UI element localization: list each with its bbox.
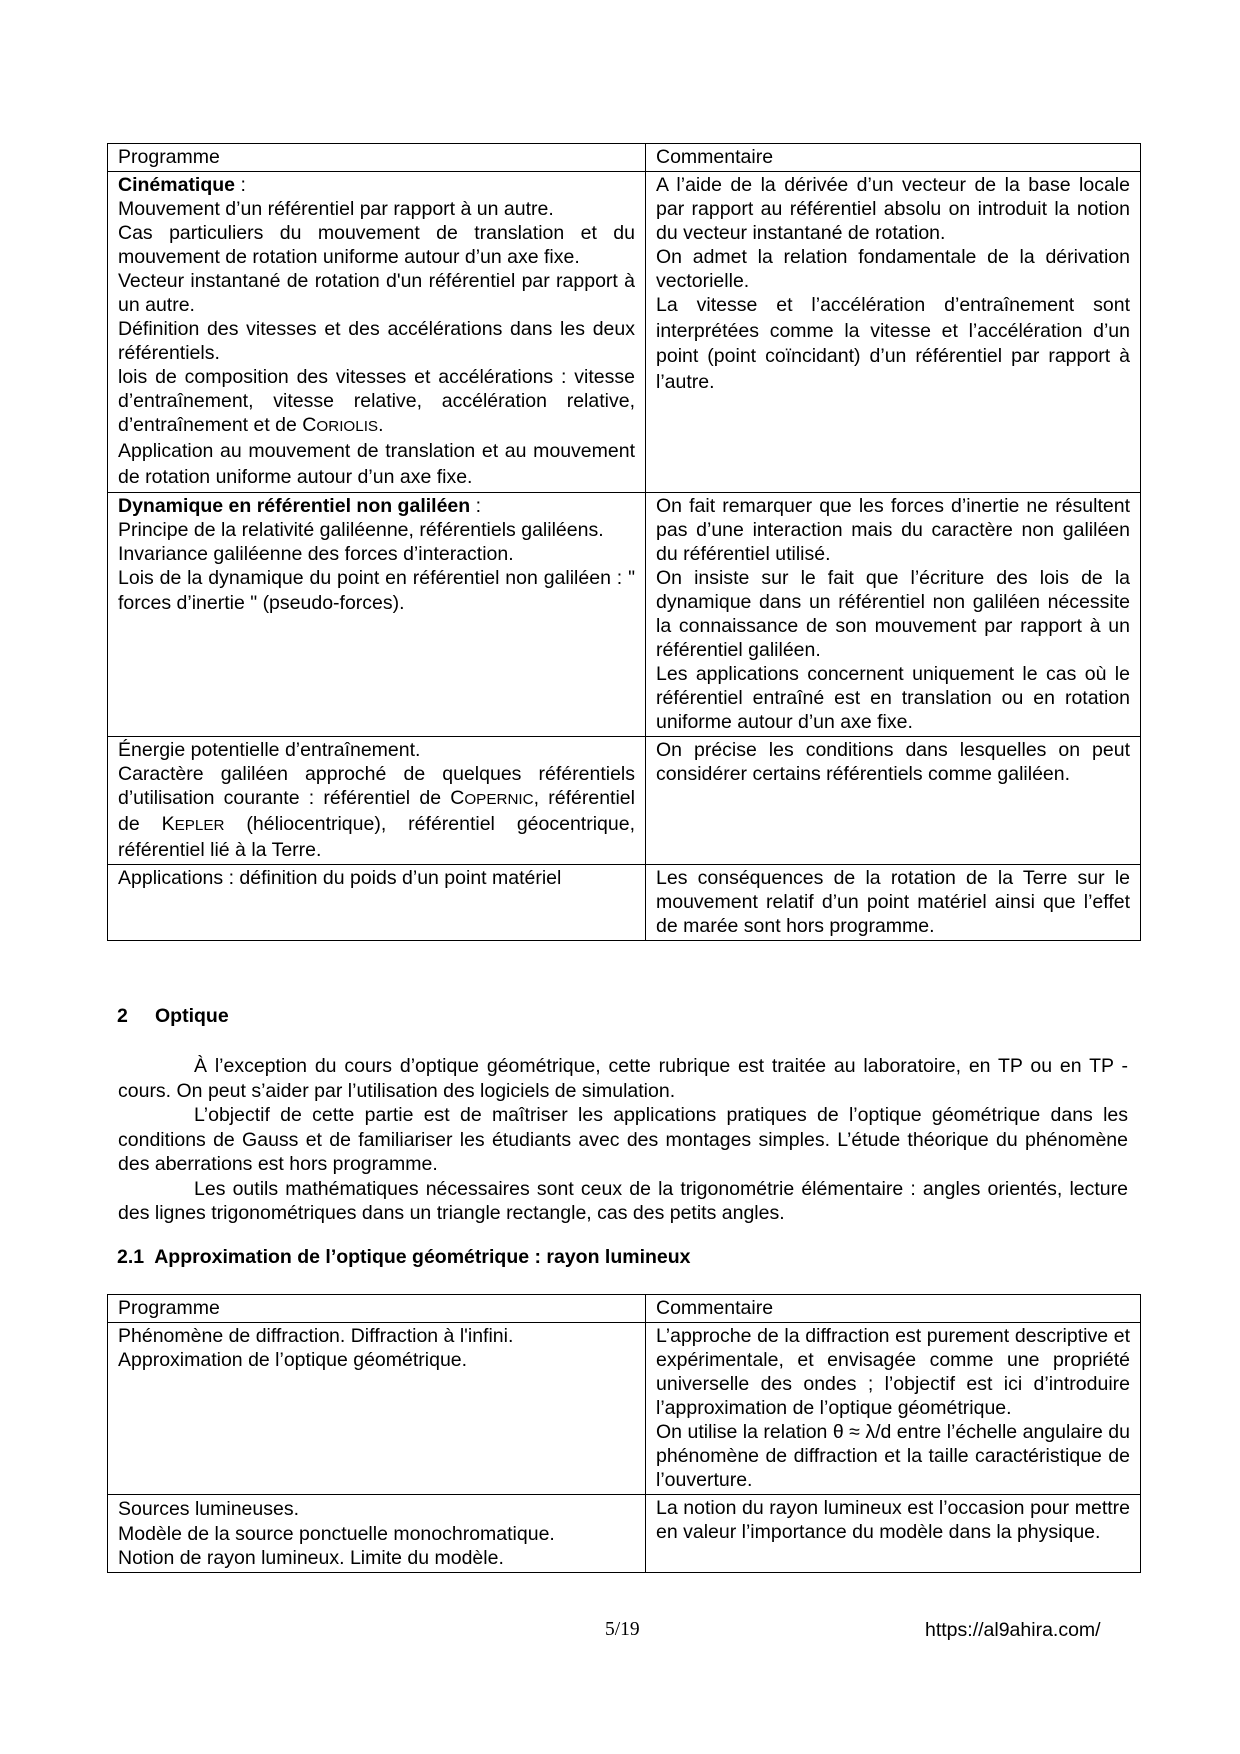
header-programme: Programme — [108, 1295, 646, 1323]
programme-line: Invariance galiléenne des forces d’interaction. — [118, 543, 514, 565]
name-small-caps: OPERNIC — [464, 791, 534, 808]
footer-url: https://al9ahira.com/ — [925, 1619, 1101, 1641]
name-initial: C — [450, 787, 465, 809]
programme-line: Lois de la dynamique du point en référentiel non galiléen : " forces d’inertie " (pseudo-forces). — [118, 567, 635, 614]
programme-cell — [108, 737, 646, 865]
programme-line: Modèle de la source ponctuelle monochromatique. — [118, 1523, 555, 1545]
comment-line: On précise les conditions dans lesquelles on peut considérer certains référentiels comme galiléen. — [656, 739, 1130, 785]
table-row — [108, 1495, 1141, 1573]
program-table-mechanics — [107, 143, 1141, 941]
comment-line: La vitesse et l’accélération d’entraînement sont interprétées comme la vitesse et l’accélération d’un point (point coïncidant) d’un référentiel par rapport à l’autre. — [656, 294, 1130, 393]
commentaire-cell — [646, 493, 1141, 737]
programme-line: Application au mouvement de translation et au mouvement de rotation uniforme autour d’un axe fixe. — [118, 440, 635, 488]
programme-cell — [108, 172, 646, 493]
programme-line: Notion de rayon lumineux. Limite du modèle. — [118, 1547, 504, 1569]
table-header-row — [108, 144, 1141, 172]
punctuation: . — [378, 414, 384, 436]
commentaire-cell — [646, 1495, 1141, 1573]
comment-line: On insiste sur le fait que l’écriture des lois de la dynamique dans un référentiel non galiléen nécessite la connaissance de son mouvement par rapport à un référentiel galiléen. — [656, 567, 1130, 661]
programme-line — [118, 762, 635, 862]
paragraph: Les outils mathématiques nécessaires sont ceux de la trigonométrie élémentaire : angles orientés, lecture des lignes trigonométriques dans un triangle rectangle, cas des petits angles. — [118, 1177, 1128, 1224]
name-small-caps: EPLER — [174, 817, 225, 834]
section-number: 2 — [117, 1005, 128, 1027]
comment-line: A l’aide de la dérivée d’un vecteur de la base locale par rapport au référentiel absolu on introduit la notion du vecteur instantané de rotation. — [656, 174, 1130, 244]
paragraph: À l’exception du cours d’optique géométrique, cette rubrique est traitée au laboratoire, en TP ou en TP - cours. On peut s’aider par l’utilisation des logiciels de simulation. — [118, 1055, 1128, 1102]
row-heading — [118, 494, 635, 518]
comment-line: La notion du rayon lumineux est l’occasion pour mettre en valeur l’importance du modèle dans la physique. — [656, 1497, 1130, 1543]
programme-line: Phénomène de diffraction. Diffraction à l'infini. — [118, 1325, 514, 1347]
table-row — [108, 493, 1141, 737]
comment-line: On admet la relation fondamentale de la dérivation vectorielle. — [656, 246, 1130, 292]
comment-line: L’approche de la diffraction est purement descriptive et expérimentale, et envisagée comme une propriété universelle des ondes ; l’objectif est ici d’introduire l’approximation de l’optique géométrique. — [656, 1325, 1130, 1419]
programme-line: Définition des vitesses et des accélérations dans les deux référentiels. — [118, 318, 635, 364]
paragraph: L’objectif de cette partie est de maîtriser les applications pratiques de l’optique géométrique dans les conditions de Gauss et de familiariser les étudiants avec des montages simples. L’étude théorique du phénomène des aberrations est hors programme. — [118, 1104, 1128, 1175]
program-table-optics — [107, 1294, 1141, 1573]
section-title: Optique — [155, 1005, 229, 1027]
row-title-suffix: : — [235, 174, 246, 196]
name-initial: K — [161, 813, 175, 835]
programme-cell — [108, 1323, 646, 1495]
row-title: Dynamique en référentiel non galiléen — [118, 495, 471, 517]
row-title: Cinématique — [118, 174, 236, 196]
row-heading — [118, 173, 635, 197]
programme-cell — [108, 493, 646, 737]
programme-cell — [108, 865, 646, 941]
row-title-suffix: : — [470, 495, 482, 517]
page-number: 5/19 — [605, 1619, 640, 1640]
section-intro — [118, 1054, 1128, 1226]
programme-text: Caractère galiléen approché de quelques référentiels d’utilisation courante : référentiel de — [118, 763, 635, 809]
table-row — [108, 172, 1141, 493]
programme-line — [118, 365, 635, 439]
comment-line: Les applications concernent uniquement le cas où le référentiel entraîné est en translation ou en rotation uniforme autour d’un axe fixe. — [656, 663, 1130, 733]
programme-text: (héliocentrique), référentiel géocentrique, référentiel lié à la Terre. — [118, 813, 635, 861]
programme-text: , référentiel de — [118, 787, 635, 835]
programme-line: Sources lumineuses. — [118, 1498, 300, 1520]
programme-text: lois de composition des vitesses et accélérations : vitesse d’entraînement, vitesse relative, accélération relative, d’entraînement et de — [118, 366, 635, 436]
comment-line: Les conséquences de la rotation de la Terre sur le mouvement relatif d’un point matériel ainsi que l’effet de marée sont hors programme. — [656, 867, 1130, 937]
section-heading-optique — [117, 1005, 229, 1028]
programme-line: Principe de la relativité galiléenne, référentiels galiléens. — [118, 519, 604, 541]
programme-line: Applications : définition du poids d’un point matériel — [118, 867, 562, 889]
comment-line: On fait remarquer que les forces d’inertie ne résultent pas d’une interaction mais du caractère non galiléen du référentiel utilisé. — [656, 495, 1130, 565]
table-row — [108, 865, 1141, 941]
table-header-row — [108, 1295, 1141, 1323]
programme-line: Vecteur instantané de rotation d'un référentiel par rapport à un autre. — [118, 270, 635, 316]
programme-line: Cas particuliers du mouvement de translation et du mouvement de rotation uniforme autour d’un axe fixe. — [118, 222, 635, 268]
programme-cell — [108, 1495, 646, 1573]
programme-line: Mouvement d’un référentiel par rapport à un autre. — [118, 198, 554, 220]
header-commentaire: Commentaire — [646, 144, 1141, 172]
header-commentaire: Commentaire — [646, 1295, 1141, 1323]
programme-line: Approximation de l’optique géométrique. — [118, 1349, 468, 1371]
name-initial: C — [302, 414, 317, 436]
programme-line: Énergie potentielle d’entraînement. — [118, 739, 421, 761]
commentaire-cell — [646, 737, 1141, 865]
table-row — [108, 737, 1141, 865]
comment-line: On utilise la relation θ ≈ λ/d entre l’échelle angulaire du phénomène de diffraction et la taille caractéristique de l’ouverture. — [656, 1421, 1130, 1491]
name-small-caps: ORIOLIS — [316, 418, 379, 435]
commentaire-cell — [646, 865, 1141, 941]
table-row — [108, 1323, 1141, 1495]
commentaire-cell — [646, 1323, 1141, 1495]
commentaire-cell — [646, 172, 1141, 493]
subsection-heading: 2.1 Approximation de l’optique géométrique : rayon lumineux — [117, 1246, 691, 1268]
header-programme: Programme — [108, 144, 646, 172]
